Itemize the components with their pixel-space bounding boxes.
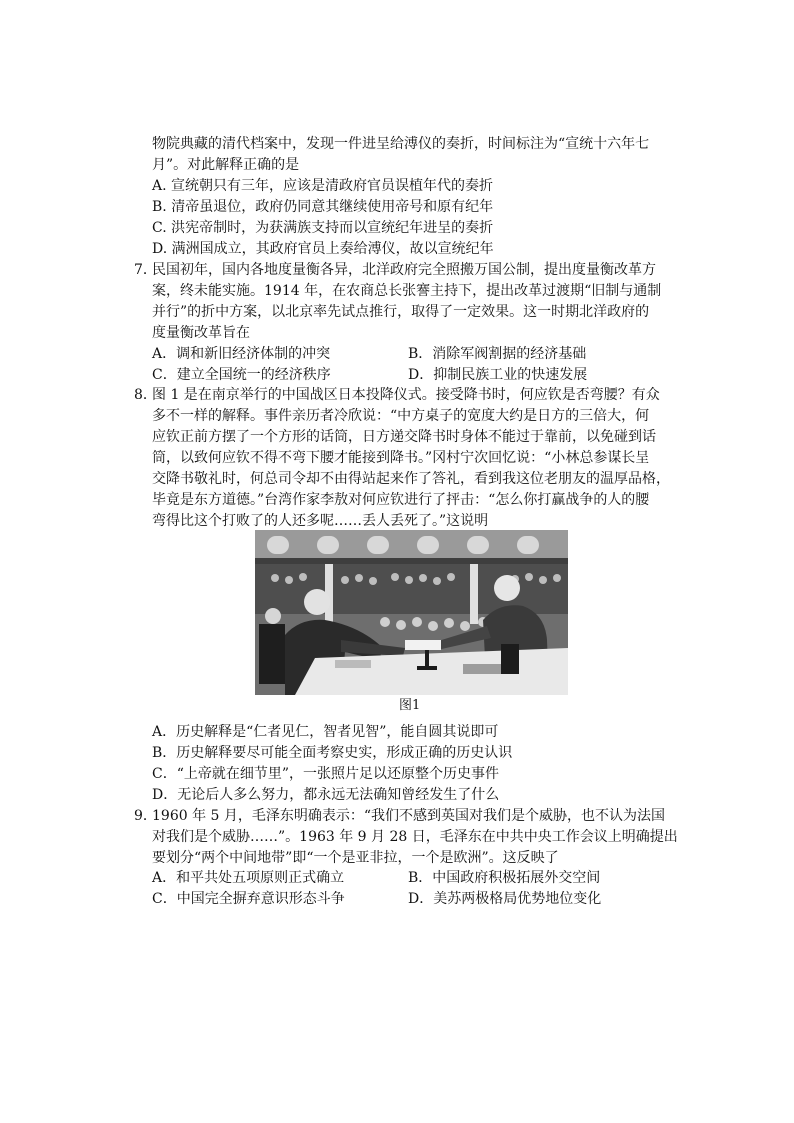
q8-stem-line-7: 弯得比这个打败了的人还多呢……丢人丢死了。”这说明 <box>152 513 489 529</box>
q8-option-d: D．无论后人多么努力，都永远无法确知曾经发生了什么 <box>152 787 500 803</box>
q8-stem-line-6: 毕竟是东方道德。”台湾作家李敖对何应钦进行了抨击：“怎么你打赢战争的人的腰 <box>152 492 650 508</box>
figure-caption: 图1 <box>399 698 421 713</box>
q8-stem-line-5: 交降书敬礼时，何总司令却不由得站起来作了答礼，看到我这位老朋友的温厚品格， <box>152 471 670 487</box>
q6-option-c: C. 洪宪帝制时，为获满族支持而以宣统纪年进呈的奏折 <box>152 220 494 236</box>
q7-option-c: C．建立全国统一的经济秩序 <box>152 367 331 383</box>
q7-stem-line-4: 度量衡改革旨在 <box>152 325 250 341</box>
q9-option-c: C．中国完全摒弃意识形态斗争 <box>152 891 345 907</box>
q9-stem-line-2: 对我们是个威胁……”。1963 年 9 月 28 日，毛泽东在中共中央工作会议上明确提出 <box>152 829 678 845</box>
q7-number: 7． <box>134 262 157 278</box>
q6-option-d: D. 满洲国成立，其政府官员上奏给溥仪，故以宣统纪年 <box>152 241 494 257</box>
q6-option-b: B. 清帝虽退位，政府仍同意其继续使用帝号和原有纪年 <box>152 199 494 215</box>
q7-option-a: A．调和新旧经济体制的冲突 <box>152 346 331 362</box>
q7-option-d: D．抑制民族工业的快速发展 <box>408 367 588 383</box>
q9-option-d: D．美苏两极格局优势地位变化 <box>408 891 602 907</box>
q8-stem-line-3: 应钦正前方摆了一个方形的话筒，日方递交降书时身体不能过于靠前，以免碰到话 <box>152 429 656 445</box>
q8-stem-line-1: 图 1 是在南京举行的中国战区日本投降仪式。接受降书时，何应钦是否弯腰？有众 <box>152 387 660 403</box>
q7-stem-line-2: 案，终未能实施。1914 年，在农商总长张謇主持下，提出改革过渡期“旧制与通制 <box>152 283 662 299</box>
q9-stem-line-1: 1960 年 5 月，毛泽东明确表示：“我们不感到英国对我们是个威胁，也不认为法国 <box>152 808 666 824</box>
q7-option-b: B．消除军阀割据的经济基础 <box>408 346 587 362</box>
q7-stem-line-3: 并行”的折中方案，以北京率先试点推行，取得了一定效果。这一时期北洋政府的 <box>152 304 650 320</box>
q9-stem-line-3: 要划分“两个中间地带”即“一个是亚非拉，一个是欧洲”。这反映了 <box>152 850 559 866</box>
q8-stem-line-4: 筒，以致何应钦不得不弯下腰才能接到降书。”冈村宁次回忆说：“小林总参谋长呈 <box>152 450 650 466</box>
q9-option-a: A．和平共处五项原则正式确立 <box>152 870 345 886</box>
q9-number: 9． <box>134 808 157 824</box>
q8-number: 8． <box>134 387 157 403</box>
q6-stem-line-2: 月”。对此解释正确的是 <box>152 157 300 173</box>
q8-stem-line-2: 多不一样的解释。事件亲历者冷欣说：“中方桌子的宽度大约是日方的三倍大，何 <box>152 408 650 424</box>
surrender-ceremony-photo <box>255 530 568 695</box>
q9-option-b: B．中国政府积极拓展外交空间 <box>408 870 601 886</box>
q6-stem-line-1: 物院典藏的清代档案中，发现一件进呈给溥仪的奏折，时间标注为“宣统十六年七 <box>152 136 650 152</box>
q7-stem-line-1: 民国初年，国内各地度量衡各异，北洋政府完全照搬万国公制，提出度量衡改革方 <box>152 262 656 278</box>
q8-option-c: C．“上帝就在细节里”，一张照片足以还原整个历史事件 <box>152 766 500 782</box>
q8-option-a: A．历史解释是“仁者见仁，智者见智”，能自圆其说即可 <box>152 724 499 740</box>
q6-option-a: A. 宣统朝只有三年，应该是清政府官员误植年代的奏折 <box>152 178 494 194</box>
q8-option-b: B．历史解释要尽可能全面考察史实，形成正确的历史认识 <box>152 745 513 761</box>
